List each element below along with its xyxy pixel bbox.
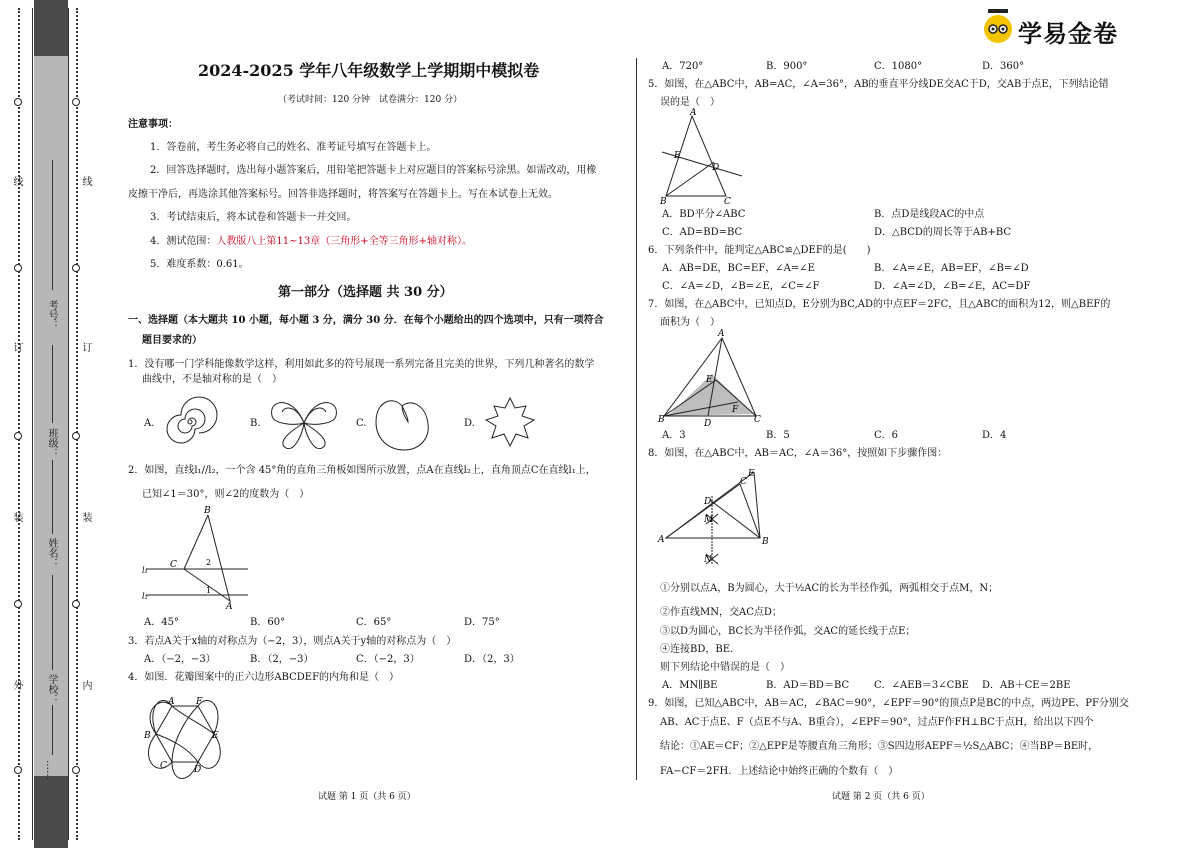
q4-label-f: F xyxy=(196,697,203,707)
q8-step-3: ③以D为圆心，BC长为半径作弧，交AC的延长线于点E； xyxy=(660,626,916,637)
q4-label-a: A xyxy=(168,697,175,707)
field-exam-number: 考号： xyxy=(46,300,57,330)
q8-step-4: ④连接BD，BE． xyxy=(660,644,741,655)
note-item-4 xyxy=(150,235,472,249)
q6-option-d: D．∠A=∠D，∠B=∠E，AC=DF xyxy=(874,281,1031,292)
q7-option-b: B．5 xyxy=(766,430,790,441)
spiral-figure xyxy=(165,397,215,447)
section-instructions-2: 题目要求的） xyxy=(142,335,202,346)
field-underline xyxy=(52,345,53,423)
notes-heading: 注意事项： xyxy=(128,119,178,130)
column-divider xyxy=(636,58,637,780)
q8-label-e: E xyxy=(748,469,755,479)
q2-text-2: 已知∠1＝30°，则∠2的度数为（ ） xyxy=(142,489,310,500)
cardioid-figure xyxy=(372,396,432,452)
hole-circle xyxy=(14,600,22,608)
hole-circle xyxy=(72,432,80,440)
footer-page-1: 试题 第 1 页（共 6 页） xyxy=(318,792,416,802)
hole-circle xyxy=(14,98,22,106)
q2-label-l1: l₁ xyxy=(142,566,148,575)
q4-option-a: A．720° xyxy=(662,61,704,72)
q8-option-c: C．∠AEB＝3∠CBE xyxy=(874,680,969,691)
q8-label-m: M xyxy=(704,515,714,525)
exam-subtitle: （考试时间：120 分钟 试卷满分：120 分） xyxy=(278,95,463,105)
outer-mark: 订 xyxy=(11,342,22,352)
hole-circle xyxy=(14,432,22,440)
binding-bar-bottom xyxy=(34,776,68,848)
hole-circle xyxy=(72,264,80,272)
q6-option-c: C．∠A=∠D，∠B=∠E，∠C=∠F xyxy=(662,281,820,292)
hole-circle xyxy=(72,98,80,106)
q5-text: 5．如图，在△ABC中，AB=AC，∠A=36°，AB的垂直平分线DE交AC于D，交AB于点E，下列结论错 xyxy=(648,79,1109,90)
q3-option-c: C．（−2，3） xyxy=(356,654,420,665)
q7-label-b: B xyxy=(658,415,665,425)
q2-label-a: A xyxy=(226,602,233,612)
field-school: 学校： xyxy=(46,674,57,704)
field-ellipsis: …… xyxy=(44,760,55,780)
hole-circle xyxy=(14,264,22,272)
q1-option-a: A. xyxy=(144,418,155,429)
q2-option-d: D．75° xyxy=(464,617,500,628)
q1-text: 1．没有哪一门学科能像数学这样，利用如此多的符号展现一系列完备且完美的世界，下列几种著名的数学 xyxy=(128,359,595,370)
q2-label-b: B xyxy=(204,506,211,516)
q3-option-a: A．（−2，−3） xyxy=(144,654,216,665)
q1-option-d: D. xyxy=(464,418,475,429)
q8-step-1: ①分别以点A，B为圆心，大于½AC的长为半径作弧，两弧相交于点M，N； xyxy=(660,583,999,594)
note-item: 2．回答选择题时，选出每小题答案后，用铅笔把答题卡上对应题目的答案标号涂黑。如需改动，用橡 xyxy=(150,165,597,176)
koch-snowflake-figure xyxy=(482,396,538,452)
field-underline xyxy=(52,460,53,534)
butterfly-curve-figure xyxy=(264,396,344,450)
q1-text-2: 曲线中，不是轴对称的是（ ） xyxy=(142,374,282,385)
part1-heading: 第一部分（选择题 共 30 分） xyxy=(278,285,453,300)
q4-label-e: E xyxy=(212,731,219,741)
q8-label-n: N xyxy=(704,555,712,565)
inner-mark: 订 xyxy=(80,342,91,352)
q5-figure xyxy=(656,110,746,206)
field-class: 班级： xyxy=(46,428,57,458)
q8-label-a: A xyxy=(658,535,665,545)
q7-label-a: A xyxy=(718,329,725,339)
q4-label-c: C xyxy=(160,761,167,771)
outer-mark: 外 xyxy=(11,680,22,690)
note-item: 5．难度系数：0.61。 xyxy=(150,259,249,270)
strip-rim-2 xyxy=(68,8,69,840)
footer-page-2: 试题 第 2 页（共 6 页） xyxy=(832,792,930,802)
q8-option-b: B．AD＝BD＝BC xyxy=(766,680,850,691)
q7-label-e: E xyxy=(706,375,713,385)
q5-label-e: E xyxy=(674,151,681,161)
hole-circle xyxy=(14,766,22,774)
inner-dotted-line xyxy=(76,8,78,840)
q5-text-2: 误的是（ ） xyxy=(660,97,720,108)
q2-label-l2: l₂ xyxy=(142,592,148,601)
q8-question: 则下列结论中错误的是（ ） xyxy=(660,662,790,673)
q4-option-c: C．1080° xyxy=(874,61,923,72)
q4-figure xyxy=(142,696,232,780)
q8-figure xyxy=(656,466,776,566)
q8-label-d: D xyxy=(704,497,712,507)
q5-option-d: D．△BCD的周长等于AB+BC xyxy=(874,227,1012,238)
q1-option-b: B. xyxy=(250,418,261,429)
q2-angle-1: 1 xyxy=(206,586,212,595)
q9-text-2: AB、AC于点E、F（点E不与A、B重合），∠EPF＝90°，过点F作FH⊥BC于点H，给出以下四个 xyxy=(660,717,1094,728)
q3-option-b: B．（2，−3） xyxy=(250,654,314,665)
q7-option-d: D．4 xyxy=(982,430,1007,441)
section-instructions: 一、选择题（本大题共 10 小题，每小题 3 分，满分 30 分．在每个小题给出的四个选项中，只有一项符合 xyxy=(128,315,604,326)
logo-text: 学易金卷 xyxy=(1018,20,1118,48)
field-underline xyxy=(52,705,53,755)
q6-text: 6．下列条件中，能判定△ABC≌△DEF的是( ) xyxy=(648,245,871,256)
q8-label-c: C xyxy=(740,477,747,487)
inner-mark: 内 xyxy=(80,680,91,690)
q6-option-a: A．AB=DE，BC=EF，∠A=∠E xyxy=(662,263,815,274)
q5-option-b: B．点D是线段AC的中点 xyxy=(874,209,985,220)
q3-option-d: D．（2，3） xyxy=(464,654,520,665)
q5-option-c: C．AD=BD=BC xyxy=(662,227,743,238)
q2-angle-2: 2 xyxy=(206,558,212,567)
q5-label-c: C xyxy=(724,197,731,207)
binding-bar-top xyxy=(34,0,68,56)
q2-label-c: C xyxy=(170,560,177,570)
q7-label-f: F xyxy=(732,405,739,415)
q7-label-d: D xyxy=(704,419,712,429)
field-underline xyxy=(52,160,53,290)
q4-option-d: D．360° xyxy=(982,61,1025,72)
q9-text-4: FA−CF＝2FH．上述结论中始终正确的个数有（ ） xyxy=(660,766,899,777)
q8-step-2: ②作直线MN，交AC点D； xyxy=(660,607,782,618)
q7-label-c: C xyxy=(754,415,761,425)
q8-text: 8．如图，在△ABC中，AB＝AC，∠A＝36°，按照如下步骤作图： xyxy=(648,448,948,459)
hole-circle xyxy=(72,766,80,774)
q2-option-b: B．60° xyxy=(250,617,286,628)
note-item: 皮擦干净后，再选涂其他答案标号。回答非选择题时，将答案写在答题卡上。写在本试卷上无效。 xyxy=(128,189,558,200)
q6-option-b: B．∠A=∠E，AB=EF，∠B=∠D xyxy=(874,263,1029,274)
q2-text: 2．如图，直线l₁//l₂，一个含 45°角的直角三角板如图所示放置，点A在直线l₂上，直角顶点C在直线l₁上， xyxy=(128,465,596,476)
q8-option-d: D．AB＋CE＝2BE xyxy=(982,680,1071,691)
q9-text: 9．如图，已知△ABC中，AB＝AC，∠BAC＝90°，∠EPF＝90°的顶点P是BC的中点，两边PE、PF分别交 xyxy=(648,698,1129,709)
binding-bar-middle xyxy=(34,56,68,776)
q4-label-b: B xyxy=(144,731,151,741)
q5-label-d: D xyxy=(712,163,720,173)
q8-option-a: A．MN∥BE xyxy=(662,680,718,691)
q5-option-a: A．BD平分∠ABC xyxy=(662,209,746,220)
q4-option-b: B．900° xyxy=(766,61,808,72)
inner-mark: 装 xyxy=(80,512,91,522)
outer-mark: 线 xyxy=(11,176,22,186)
outer-dotted-line xyxy=(18,8,20,840)
note-item: 1．答卷前，考生务必将自己的姓名、准考证号填写在答题卡上。 xyxy=(150,142,437,153)
note-item4-prefix: 4．测试范围： xyxy=(150,236,217,247)
q1-option-c: C. xyxy=(356,418,367,429)
logo-icon xyxy=(984,15,1012,43)
q8-label-b: B xyxy=(762,537,769,547)
q9-text-3: 结论：①AE＝CF；②△EPF是等腰直角三角形；③S四边形AEPF＝½S△ABC；④当BP＝BE时， xyxy=(660,741,1099,752)
q7-text: 7．如图，在△ABC中，已知点D，E分别为BC,AD的中点EF＝2FC，且△ABC的面积为12，则△BEF的 xyxy=(648,299,1111,310)
binding-strip xyxy=(0,0,105,848)
page-title: 2024-2025 学年八年级数学上学期期中模拟卷 xyxy=(198,61,540,80)
hole-circle xyxy=(72,600,80,608)
note-item: 3．考试结束后，将本试卷和答题卡一并交回。 xyxy=(150,212,357,223)
q7-figure xyxy=(656,329,766,429)
q7-option-c: C．6 xyxy=(874,430,899,441)
q2-option-c: C．65° xyxy=(356,617,392,628)
strip-rim xyxy=(32,8,33,840)
q4-label-d: D xyxy=(194,765,202,775)
q3-text: 3．若点A关于x轴的对称点为（−2，3），则点A关于y轴的对称点为（ ） xyxy=(128,636,457,647)
q4-text: 4．如图．花瓣图案中的正六边形ABCDEF的内角和是（ ） xyxy=(128,672,400,683)
q7-option-a: A．3 xyxy=(662,430,686,441)
outer-mark: 装 xyxy=(11,512,22,522)
inner-mark: 线 xyxy=(80,176,91,186)
q2-figure xyxy=(142,505,252,615)
field-name: 姓名： xyxy=(46,538,57,568)
field-underline xyxy=(52,575,53,670)
test-scope: 人教版八上第11~13章（三角形+全等三角形+轴对称）。 xyxy=(216,236,472,247)
q5-label-b: B xyxy=(660,197,667,207)
q7-text-2: 面积为（ ） xyxy=(660,317,720,328)
q2-option-a: A．45° xyxy=(144,617,179,628)
q5-label-a: A xyxy=(690,108,697,118)
